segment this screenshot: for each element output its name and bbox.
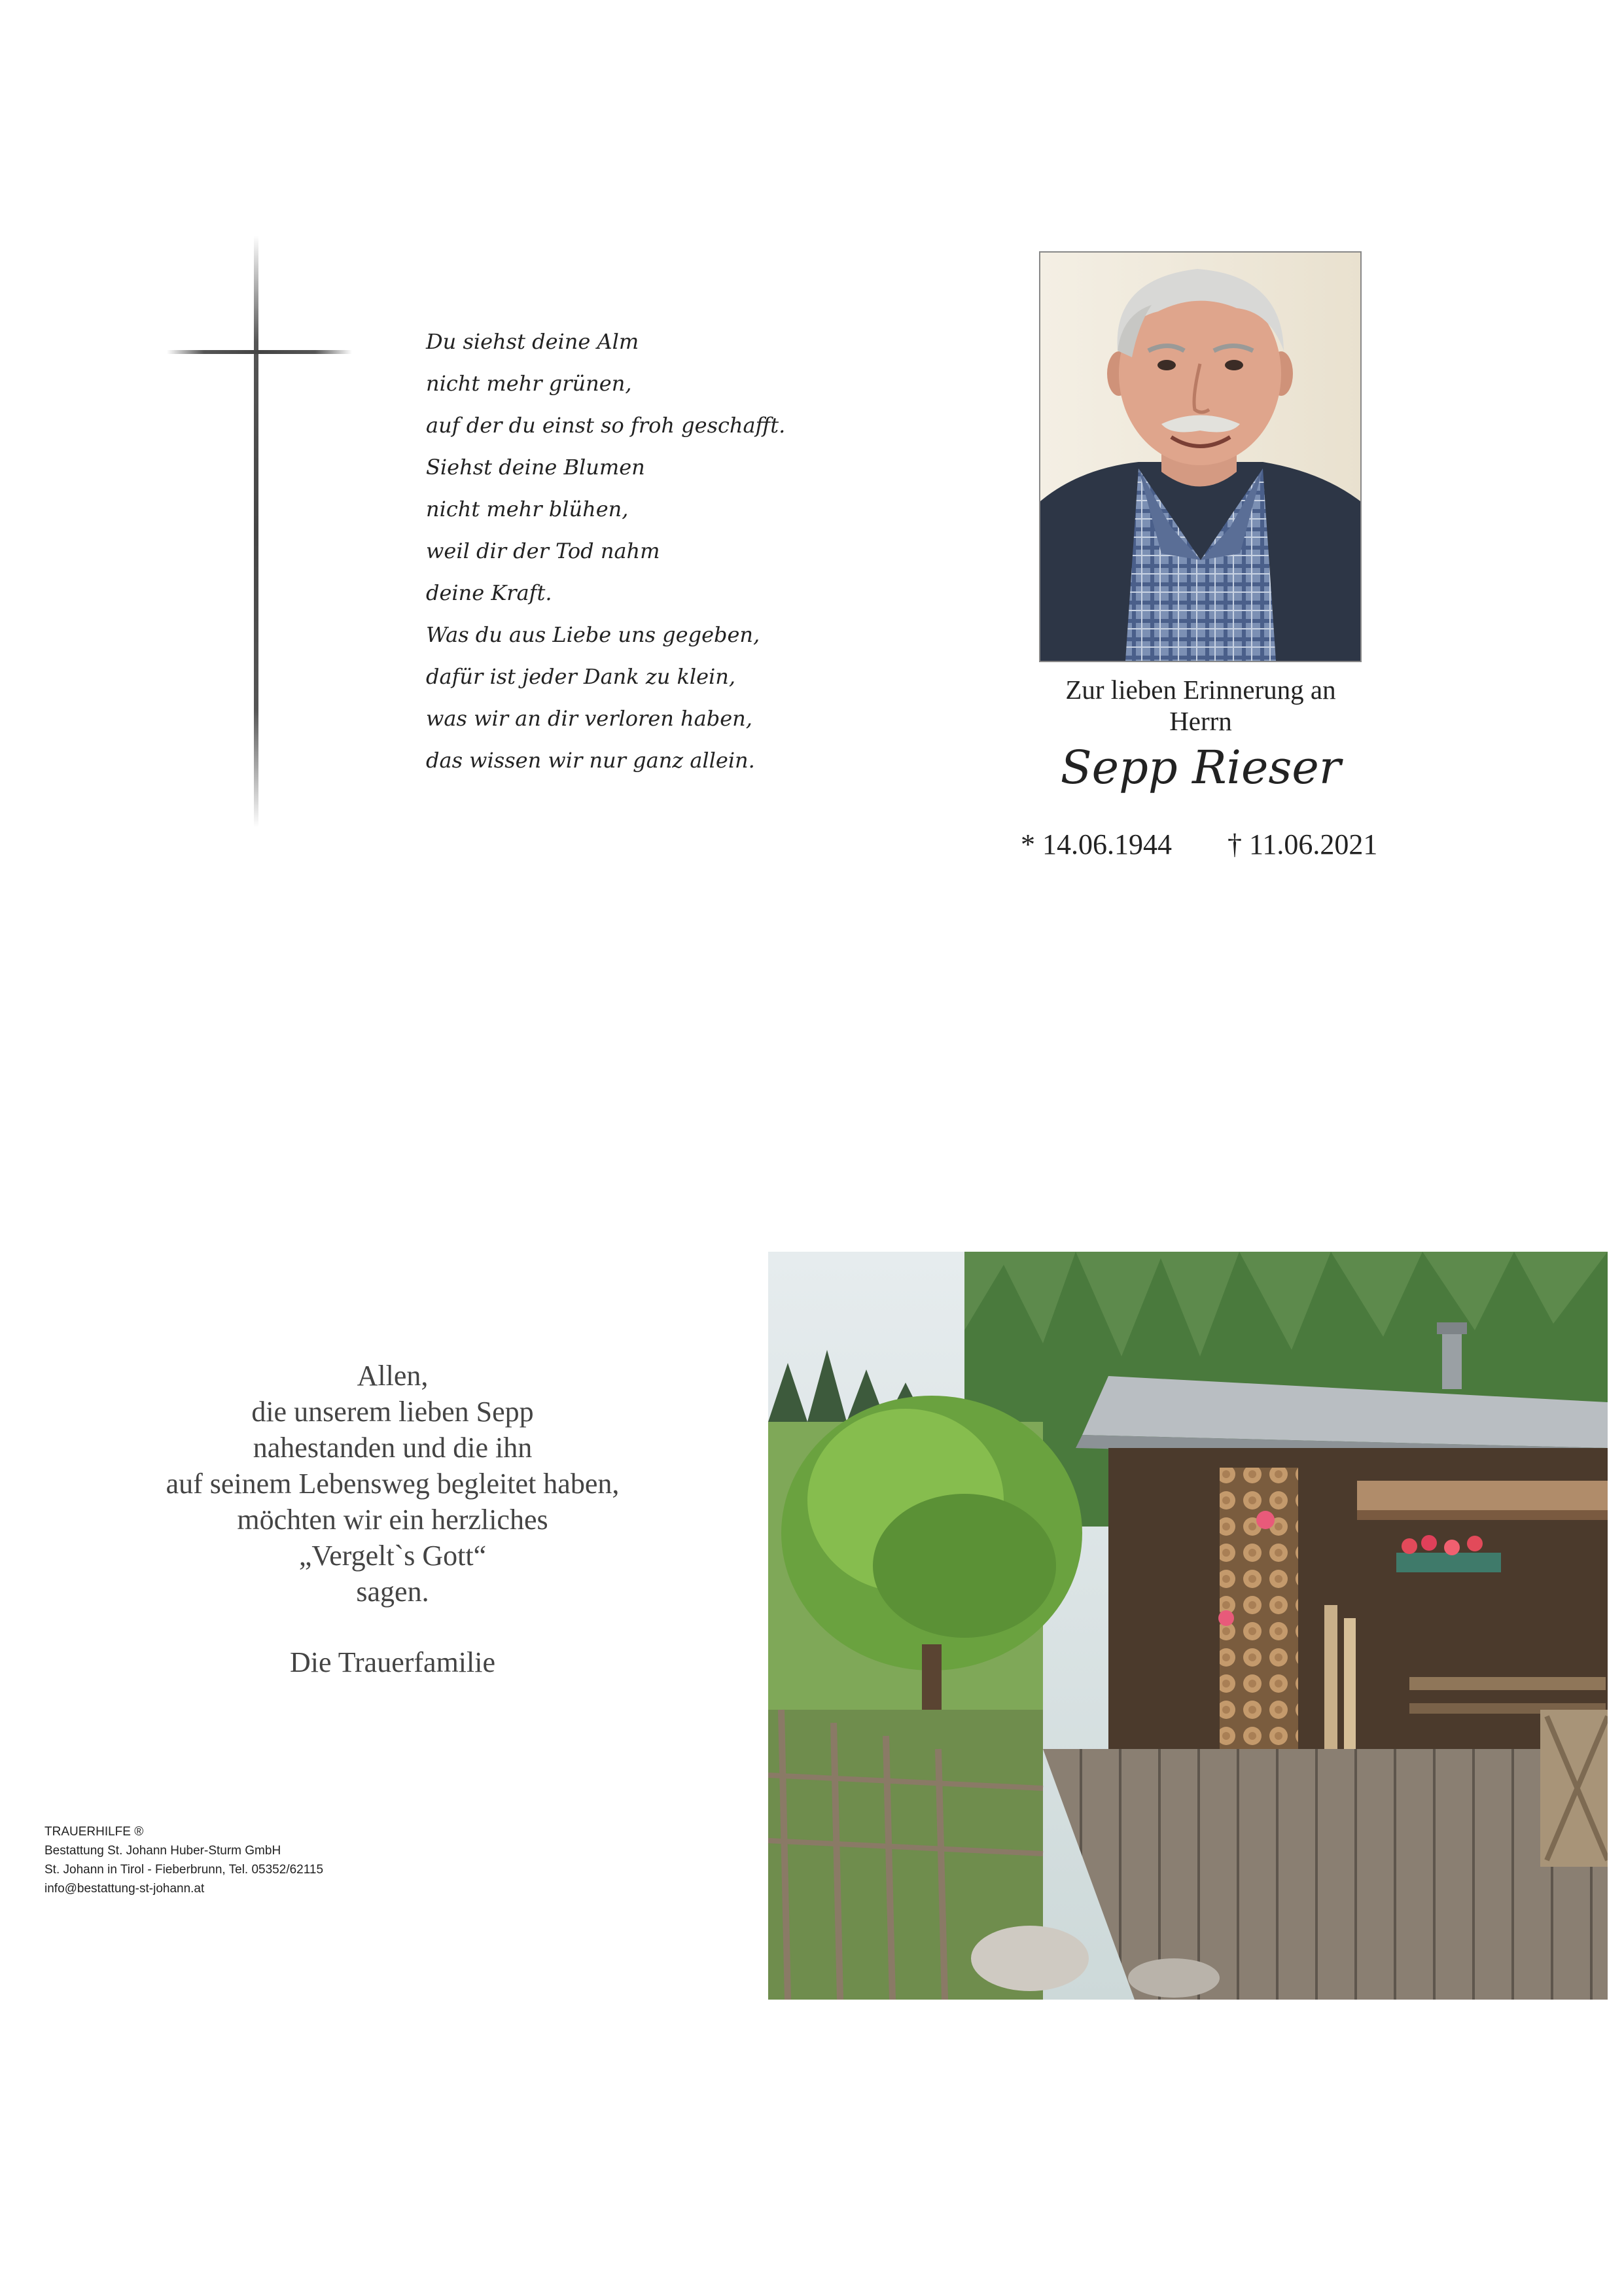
memorial-intro-line: Zur lieben Erinnerung an [1065, 675, 1336, 705]
deceased-name: Sepp Rieser [1060, 741, 1341, 794]
thanks-line: die unserem lieben Sepp [251, 1396, 534, 1428]
memorial-honorific: Herrn [1169, 706, 1232, 736]
portrait-illustration [1040, 253, 1360, 661]
thanks-line: nahestanden und die ihn [253, 1432, 533, 1464]
thanks-line: „Vergelt`s Gott“ [298, 1540, 487, 1572]
funeral-home-email: info@bestattung-st-johann.at [44, 1882, 205, 1896]
portrait-photo [1039, 251, 1362, 662]
funeral-home-address: St. Johann in Tirol - Fieberbrunn, Tel. 05352/62115 [44, 1863, 324, 1877]
family-signature: Die Trauerfamilie [289, 1646, 496, 1678]
poem-line: was wir an dir verloren haben, [426, 706, 752, 731]
thanks-line: Allen, [357, 1360, 429, 1392]
funeral-home-info [44, 1822, 437, 1898]
thanks-text [79, 1358, 707, 1610]
poem-line: das wissen wir nur ganz allein. [426, 748, 755, 773]
cross-icon-bar [167, 350, 352, 354]
poem-line: nicht mehr blühen, [426, 497, 629, 521]
birth-date: * 14.06.1944 [1021, 828, 1172, 860]
thanks-line: auf seinem Lebensweg begleitet haben, [166, 1468, 620, 1500]
memorial-intro [1001, 674, 1400, 737]
poem-line: deine Kraft. [426, 580, 552, 605]
thanks-line: sagen. [356, 1576, 429, 1608]
poem-line: dafür ist jeder Dank zu klein, [426, 664, 736, 689]
alpine-hut-illustration [768, 1252, 1608, 2000]
poem-line: auf der du einst so froh geschafft. [426, 413, 786, 438]
poem-line: Du siehst deine Alm [426, 329, 639, 354]
cross-icon [254, 236, 258, 828]
thanks-line: möchten wir ein herzliches [237, 1504, 548, 1536]
poem-line: Siehst deine Blumen [426, 455, 645, 480]
alpine-hut-photo [768, 1252, 1608, 2000]
death-date: † 11.06.2021 [1227, 828, 1378, 860]
poem [426, 321, 884, 781]
poem-line: weil dir der Tod nahm [426, 539, 660, 563]
funeral-home-brand: TRAUERHILFE ® [44, 1825, 144, 1839]
poem-line: nicht mehr grünen, [426, 371, 632, 396]
poem-line: Was du aus Liebe uns gegeben, [426, 622, 760, 647]
funeral-home-name: Bestattung St. Johann Huber-Sturm GmbH [44, 1844, 281, 1858]
